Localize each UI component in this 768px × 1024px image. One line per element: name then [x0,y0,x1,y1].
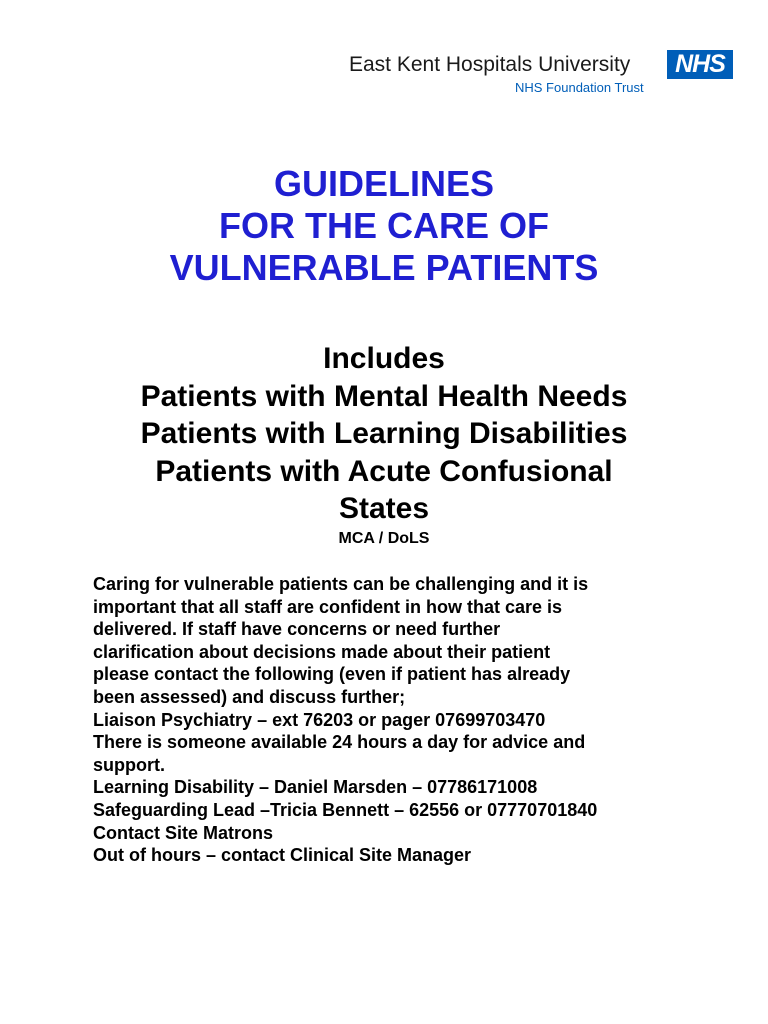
body-line: There is someone available 24 hours a day for advice and [93,732,586,753]
contact-liaison-psychiatry: Liaison Psychiatry – ext 76203 or pager 07699703470 [93,709,546,730]
body-text [93,573,753,867]
contact-site-matrons: Contact Site Matrons [93,822,274,843]
body-line: support. [93,754,165,775]
nhs-logo: NHS [667,50,733,79]
body-line: delivered. If staff have concerns or need further [93,619,501,640]
contact-safeguarding-lead: Safeguarding Lead –Tricia Bennett – 62556 or 07770701840 [93,799,598,820]
contact-learning-disability: Learning Disability – Daniel Marsden – 07786171008 [93,777,538,798]
includes-item: Patients with Learning Disabilities [140,417,628,450]
document-title [0,163,768,289]
body-line: important that all staff are confident in how that care is [93,596,563,617]
mca-dols-label: MCA / DoLS [338,530,430,547]
body-line: been assessed) and discuss further; [93,686,406,707]
contact-out-of-hours: Out of hours – contact Clinical Site Manager [93,845,472,866]
body-line: Caring for vulnerable patients can be challenging and it is [93,574,589,594]
organisation-name: East Kent Hospitals University [349,53,631,76]
title-line: FOR THE CARE OF [219,205,549,246]
title-line: VULNERABLE PATIENTS [169,247,599,288]
body-line: please contact the following (even if patient has already [93,664,571,685]
title-line: GUIDELINES [273,163,495,204]
document-header [349,50,733,94]
includes-heading: Includes [323,342,445,375]
includes-item: States [338,492,430,525]
organisation-subtitle: NHS Foundation Trust [515,80,644,95]
includes-item: Patients with Acute Confusional [155,454,613,488]
body-line: clarification about decisions made about their patient [93,641,551,662]
includes-item: Patients with Mental Health Needs [140,379,628,413]
includes-section [0,340,768,528]
